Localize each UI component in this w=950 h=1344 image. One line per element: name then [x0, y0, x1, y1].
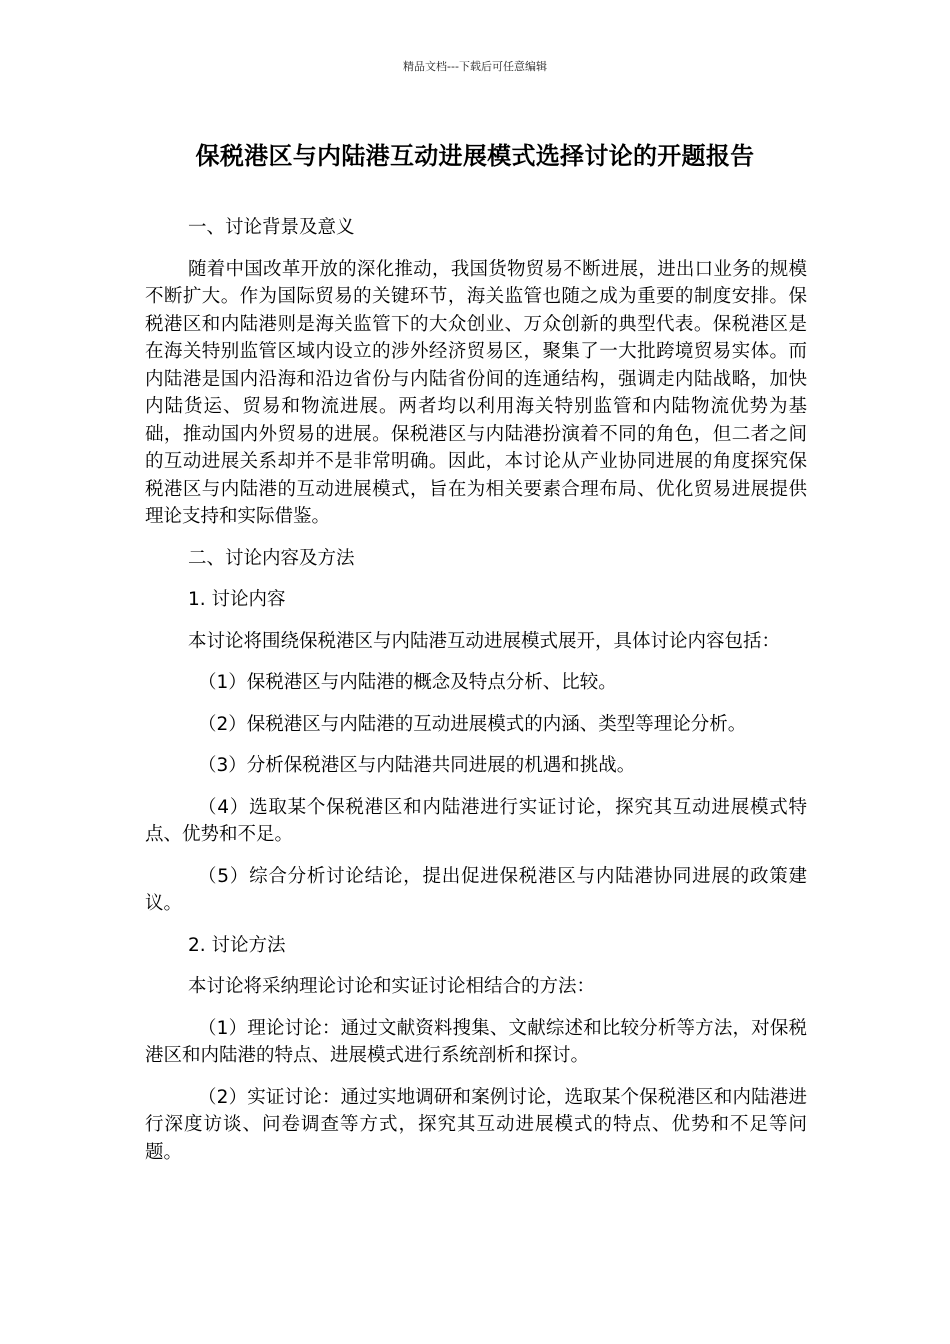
- content-item-2: （2）保税港区与内陆港的互动进展模式的内涵、类型等理论分析。: [198, 713, 747, 735]
- document-body: [145, 214, 807, 1180]
- content-item-5: （5）综合分析讨论结论，提出促进保税港区与内陆港协同进展的政策建议。: [145, 865, 807, 914]
- document-title: 保税港区与内陆港互动进展模式选择讨论的开题报告: [195, 142, 755, 170]
- section-2-heading: 二、讨论内容及方法: [188, 547, 355, 569]
- method-item-1: （1）理论讨论：通过文献资料搜集、文献综述和比较分析等方法，对保税港区和内陆港的特点、进展模式进行系统剖析和探讨。: [145, 1017, 807, 1066]
- content-item-1: （1）保税港区与内陆港的概念及特点分析、比较。: [198, 672, 617, 693]
- subsection-2-intro: 本讨论将采纳理论讨论和实证讨论相结合的方法：: [188, 976, 596, 997]
- section-1-paragraph: 随着中国改革开放的深化推动，我国货物贸易不断进展，进出口业务的规模不断扩大。作为国际贸易的关键环节，海关监管也随之成为重要的制度安排。保税港区和内陆港则是海关监管下的大众创业、万众创新的典型代表。保税港区是在海关特别监管区域内设立的涉外经济贸易区，聚集了一大批跨境贸易实体。而内陆港是国内沿海和沿边省份与内陆省份间的连通结构，强调走内陆战略，加快内陆货运、贸易和物流进展。两者均以利用海关特别监管和内陆物流优势为基础，推动国内外贸易的进展。保税港区与内陆港扮演着不同的角色，但二者之间的互动进展关系却并不是非常明确。因此，本讨论从产业协同进展的角度探究保税港区与内陆港的互动进展模式，旨在为相关要素合理布局、优化贸易进展提供理论支持和实际借鉴。: [145, 258, 807, 527]
- content-item-4: （4）选取某个保税港区和内陆港进行实证讨论，探究其互动进展模式特点、优势和不足。: [145, 796, 807, 845]
- method-item-2: （2）实证讨论：通过实地调研和案例讨论，选取某个保税港区和内陆港进行深度访谈、问卷调查等方式，探究其互动进展模式的特点、优势和不足等问题。: [145, 1086, 807, 1163]
- section-1-heading: 一、讨论背景及意义: [188, 217, 355, 238]
- header-note: 精品文档---下载后可任意编辑: [403, 60, 547, 73]
- content-item-3: （3）分析保税港区与内陆港共同进展的机遇和挑战。: [198, 755, 636, 776]
- subsection-2-heading: 2. 讨论方法: [188, 934, 286, 956]
- subsection-1-heading: 1. 讨论内容: [188, 589, 286, 610]
- subsection-1-intro: 本讨论将围绕保税港区与内陆港互动进展模式展开，具体讨论内容包括：: [188, 630, 781, 652]
